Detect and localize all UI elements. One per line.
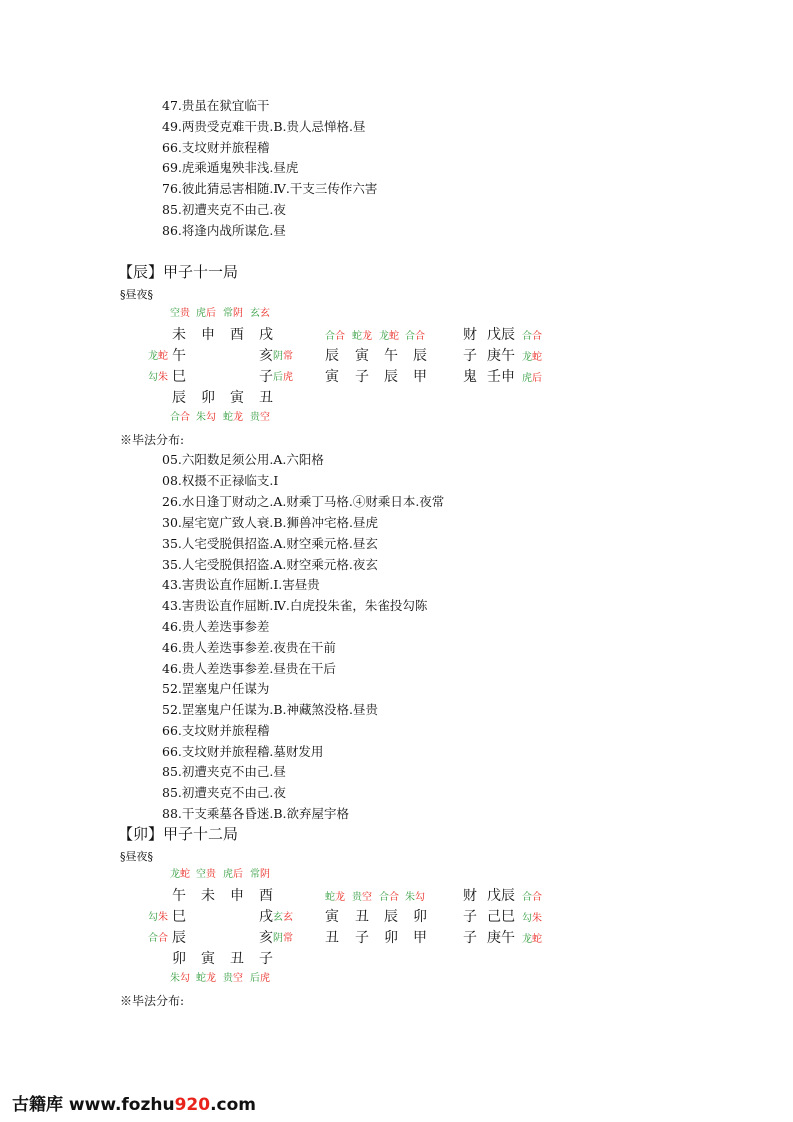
grid-char: 酉 [230, 327, 244, 343]
ke-tag: 合合 [379, 892, 399, 903]
chuan-tag: 龙蛇 [522, 352, 542, 363]
ke-char: 寅 [325, 369, 339, 385]
ke-tag: 朱勾 [405, 892, 425, 903]
section-title: 【辰】甲子十一局 [118, 263, 239, 281]
top-tag: 空贵 [196, 869, 216, 880]
footer-url[interactable]: www.fozhu920.com [68, 1095, 257, 1115]
bottom-tag: 蛇龙 [223, 412, 243, 423]
ke-char: 寅 [325, 909, 339, 925]
grid-char: 酉 [259, 888, 273, 904]
ke-char: 甲 [413, 369, 427, 385]
ke-tag: 龙蛇 [379, 331, 399, 342]
ke-tag: 合合 [325, 331, 345, 342]
ke-char: 卯 [413, 909, 427, 925]
ke-tag: 贵空 [352, 892, 372, 903]
list-item: 08.权摄不正禄临支.Ⅰ [162, 473, 279, 488]
list-item: 35.人宅受脱俱招盗.A.财空乘元格.昼玄 [162, 536, 378, 551]
grid-char: 卯 [172, 951, 186, 967]
grid-char: 亥 [259, 348, 273, 364]
chuan-tag: 勾朱 [522, 913, 542, 924]
top-tag: 虎后 [196, 308, 216, 319]
footer-watermark [12, 1090, 256, 1115]
list-item: 26.水日逢丁财动之.A.财乘丁马格.④财乘日本.夜常 [162, 494, 445, 509]
bottom-tag: 蛇龙 [196, 973, 216, 984]
right-tag: 阴常 [273, 933, 293, 944]
list-item: 76.彼此猜忌害相随.Ⅳ.干支三传作六害 [162, 181, 378, 196]
ke-tag: 蛇龙 [352, 331, 372, 342]
list-item: 86.将逢内战所谋危.昼 [162, 223, 286, 238]
ke-char: 辰 [413, 348, 427, 364]
grid-char: 午 [172, 348, 186, 364]
chuan-a: 子 [463, 930, 477, 946]
list-item: 35.人宅受脱俱招盗.A.财空乘元格.夜玄 [162, 557, 378, 572]
ke-tag: 蛇龙 [325, 892, 345, 903]
bottom-tag: 朱勾 [196, 412, 216, 423]
section-title: 【卯】甲子十二局 [118, 825, 239, 843]
grid-char: 巳 [172, 909, 186, 925]
footer-brand: 古籍库 [12, 1095, 63, 1115]
chuan-a: 子 [463, 909, 477, 925]
grid-char: 戌 [259, 909, 273, 925]
left-tag: 勾朱 [148, 912, 168, 923]
grid-char: 丑 [259, 390, 273, 406]
bottom-tag: 贵空 [223, 973, 243, 984]
chuan-b: 己巳 [487, 909, 515, 925]
ke-char: 丑 [355, 909, 369, 925]
ke-char: 子 [355, 369, 369, 385]
grid-char: 子 [259, 951, 273, 967]
list-item: 52.罡塞鬼户任谋为.B.神藏煞没格.昼贵 [162, 702, 378, 717]
grid-char: 寅 [201, 951, 215, 967]
list-item: 66.支坟财并旅程稽.墓财发用 [162, 744, 324, 759]
ke-char: 辰 [325, 348, 339, 364]
list-item: 46.贵人差迭事参差.昼贵在干后 [162, 661, 336, 676]
grid-char: 戌 [259, 327, 273, 343]
ke-char: 丑 [325, 930, 339, 946]
ke-char: 午 [384, 348, 398, 364]
list-item: 05.六阳数足须公用.A.六阳格 [162, 452, 324, 467]
bifa-label: ※毕法分布: [120, 433, 185, 447]
list-item: 85.初遭夹克不由己.夜 [162, 785, 286, 800]
ke-char: 卯 [384, 930, 398, 946]
list-item: 46.贵人差迭事参差.夜贵在干前 [162, 640, 336, 655]
grid-char: 亥 [259, 930, 273, 946]
grid-char: 子 [259, 369, 273, 385]
daynight-label: §昼夜§ [120, 850, 153, 863]
bottom-tag: 贵空 [250, 412, 270, 423]
chuan-tag: 虎后 [522, 373, 542, 384]
top-tag: 常阴 [223, 308, 243, 319]
grid-char: 丑 [230, 951, 244, 967]
chuan-a: 鬼 [463, 369, 477, 385]
chuan-b: 壬申 [487, 369, 515, 385]
top-tag: 玄玄 [250, 308, 270, 319]
chuan-tag: 龙蛇 [522, 934, 542, 945]
ke-char: 辰 [384, 909, 398, 925]
left-tag: 龙蛇 [148, 351, 168, 362]
right-tag: 后虎 [273, 372, 293, 383]
bifa-label: ※毕法分布: [120, 994, 185, 1008]
grid-char: 未 [201, 888, 215, 904]
right-tag: 阴常 [273, 351, 293, 362]
top-tag: 龙蛇 [170, 869, 190, 880]
bottom-tag: 朱勾 [170, 973, 190, 984]
list-item: 66.支坟财并旅程稽 [162, 140, 270, 155]
ke-tag: 合合 [405, 331, 425, 342]
chuan-a: 财 [463, 327, 477, 343]
grid-char: 申 [230, 888, 244, 904]
list-item: 43.害贵讼直作屈断.Ⅰ.害昼贵 [162, 577, 320, 592]
grid-char: 申 [201, 327, 215, 343]
list-item: 85.初遭夹克不由己.昼 [162, 764, 286, 779]
chuan-a: 子 [463, 348, 477, 364]
chuan-a: 财 [463, 888, 477, 904]
top-tag: 虎后 [223, 869, 243, 880]
grid-char: 辰 [172, 930, 186, 946]
top-tag: 常阴 [250, 869, 270, 880]
right-tag: 玄玄 [273, 912, 293, 923]
bottom-tag: 合合 [170, 412, 190, 423]
ke-char: 子 [355, 930, 369, 946]
list-item: 46.贵人差迭事参差 [162, 619, 270, 634]
list-item: 30.屋宅宽广致人衰.B.狮兽冲宅格.昼虎 [162, 515, 378, 530]
list-item: 49.两贵受克难干贵.B.贵人忌惮格.昼 [162, 119, 366, 134]
daynight-label: §昼夜§ [120, 288, 153, 301]
top-tag: 空贵 [170, 308, 190, 319]
grid-char: 辰 [172, 390, 186, 406]
chuan-b: 戊辰 [487, 327, 515, 343]
list-item: 43.害贵讼直作屈断.Ⅳ.白虎投朱雀，朱雀投勾陈 [162, 598, 428, 613]
grid-char: 寅 [230, 390, 244, 406]
ke-char: 甲 [413, 930, 427, 946]
chuan-b: 庚午 [487, 348, 515, 364]
ke-char: 寅 [355, 348, 369, 364]
list-item: 69.虎乘遁鬼殃非浅.昼虎 [162, 160, 299, 175]
list-item: 66.支坟财并旅程稽 [162, 723, 270, 738]
list-item: 47.贵虽在狱宜临干 [162, 98, 270, 113]
grid-char: 午 [172, 888, 186, 904]
left-tag: 勾朱 [148, 372, 168, 383]
chuan-tag: 合合 [522, 892, 542, 903]
chuan-b: 庚午 [487, 930, 515, 946]
grid-char: 卯 [201, 390, 215, 406]
chuan-tag: 合合 [522, 331, 542, 342]
list-item: 85.初遭夹克不由己.夜 [162, 202, 286, 217]
chuan-b: 戊辰 [487, 888, 515, 904]
list-item: 52.罡塞鬼户任谋为 [162, 681, 270, 696]
bottom-tag: 后虎 [250, 973, 270, 984]
grid-char: 巳 [172, 369, 186, 385]
list-item: 88.干支乘墓各昏迷.B.欲弃屋宇格 [162, 806, 350, 821]
left-tag: 合合 [148, 933, 168, 944]
ke-char: 辰 [384, 369, 398, 385]
grid-char: 未 [172, 327, 186, 343]
